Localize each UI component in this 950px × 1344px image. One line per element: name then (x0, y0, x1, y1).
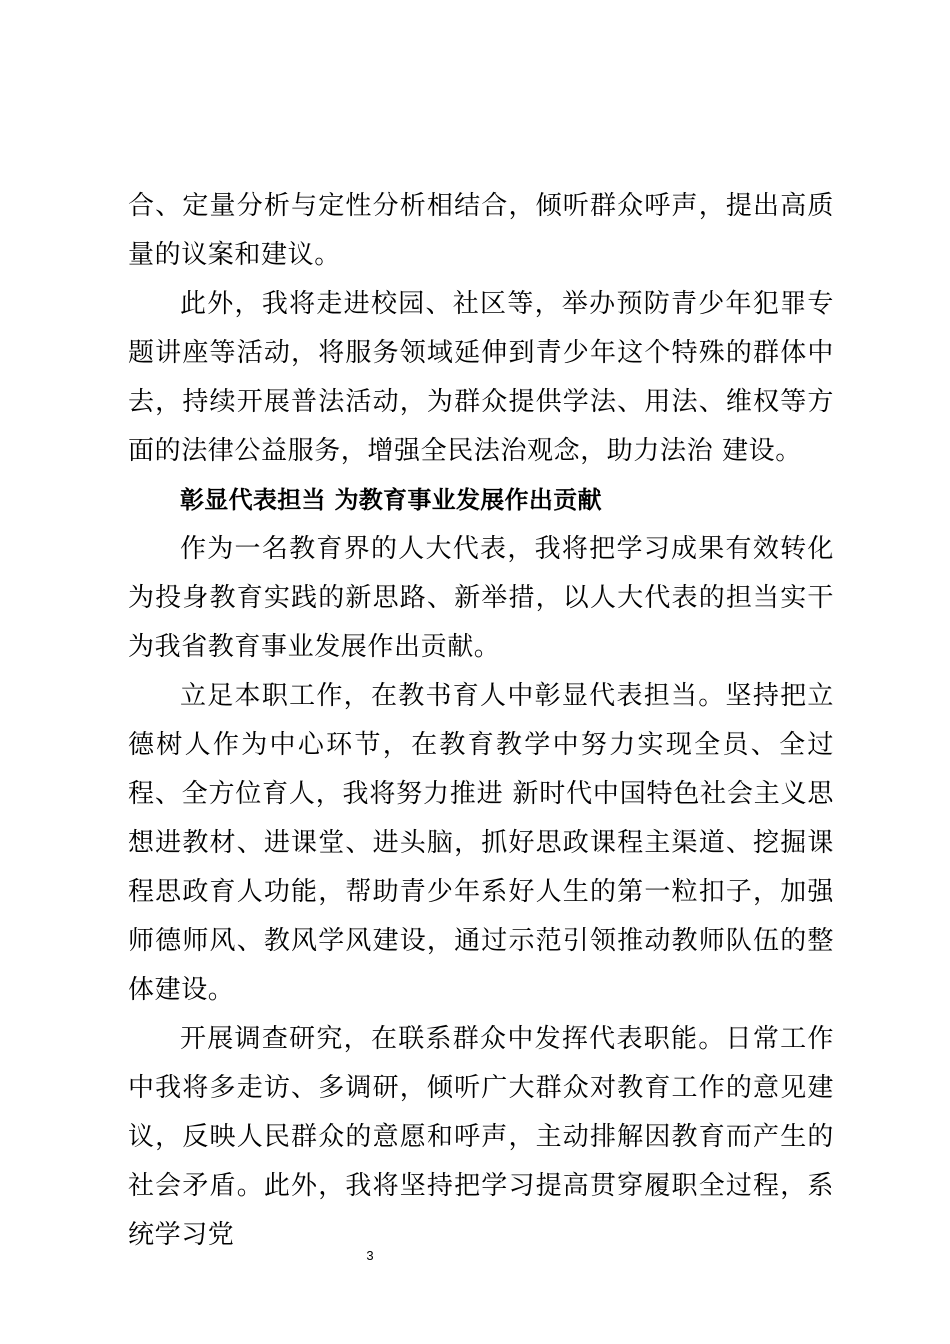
page-number: 3 (366, 1248, 374, 1263)
paragraph-continuation: 合、定量分析与定性分析相结合，倾听群众呼声，提出高质量的议案和建议。 (128, 191, 834, 270)
paragraph-intro: 作为一名教育界的人大代表，我将把学习成果有效转化为投身教育实践的新思路、新举措，以人大代表的担当实干为我省教育事业发展作出贡献。 (128, 534, 834, 662)
document-body (128, 182, 834, 1260)
paragraph-teaching: 立足本职工作，在教书育人中彰显代表担当。坚持把立德树人作为中心环节，在教育教学中努力实现全员、全过程、全方位育人，我将努力推进 新时代中国特色社会主义思想进教材、进课堂、进头脑，抓好思政课程主渠道、挖掘课程思政育人功能，帮助青少年系好人生的第一粒扣子，加强师德师风、教风学风建设，通过示范引领推动教师队伍的整体建设。 (128, 681, 834, 1005)
paragraph-outreach: 此外，我将走进校园、社区等，举办预防青少年犯罪专题讲座等活动，将服务领域延伸到青少年这个特殊的群体中去，持续开展普法活动，为群众提供学法、用法、维权等方面的法律公益服务，增强全民法治观念，助力法治 建设。 (128, 289, 834, 466)
paragraph-research: 开展调查研究，在联系群众中发挥代表职能。日常工作中我将多走访、多调研，倾听广大群众对教育工作的意见建议，反映人民群众的意愿和呼声，主动排解因教育而产生的社会矛盾。此外，我将坚持把学习提高贯穿履职全过程，系统学习党 (128, 1024, 834, 1250)
section-heading: 彰显代表担当 为教育事业发展作出贡献 (180, 486, 602, 514)
